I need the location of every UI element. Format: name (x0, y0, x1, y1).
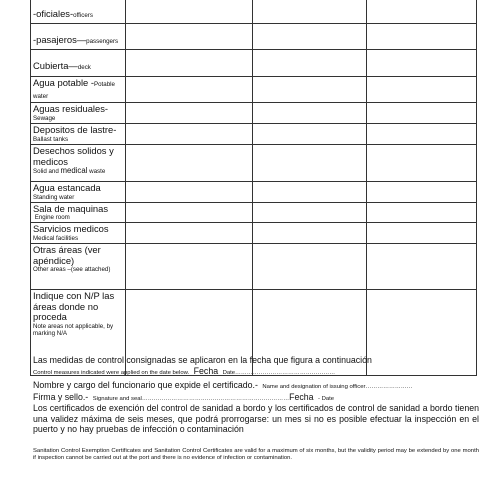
samples-cell[interactable] (253, 103, 367, 124)
area-label: Depositos de lastre- Ballast tanks (31, 124, 126, 145)
table-row (31, 24, 477, 50)
area-label: Cubierta—deck (31, 50, 126, 77)
validity-text-es: Los certificados de exención del control de sanidad a bordo y los certificados de control de sanidad a bordo tienen una validez máxima de seis meses, que podrá prorrogarse: un mes si no es posible efectuar la inspección en el puerto y no hay pruebas de infección o contaminación (33, 403, 479, 435)
table-row (31, 223, 477, 244)
evidence-cell[interactable] (126, 103, 253, 124)
measures-date-line: Control measures indicated were applied on the date below. Fecha Date…………………………………………… (33, 366, 336, 377)
measures-cell[interactable] (367, 202, 477, 223)
area-label: Sarvicios medicos Medical facilities (31, 223, 126, 244)
table-row (31, 202, 477, 223)
table-row (31, 50, 477, 77)
evidence-cell[interactable] (126, 124, 253, 145)
date-fill-line[interactable]: …………………………………………… (235, 370, 336, 377)
area-label: -pasajeros—passengers (31, 24, 126, 50)
table-row (31, 145, 477, 182)
measures-cell[interactable] (367, 182, 477, 203)
officer-fill-line[interactable]: …………………… (365, 383, 413, 390)
measures-cell[interactable] (367, 50, 477, 77)
table-row (31, 103, 477, 124)
issuing-officer-line: Nombre y cargo del funcionario que expide el certificado.- Name and designation of issuing officer…………………… (33, 379, 413, 390)
control-measures-notes (33, 355, 479, 463)
measures-cell[interactable] (367, 244, 477, 290)
measures-cell[interactable] (367, 124, 477, 145)
samples-cell[interactable] (253, 24, 367, 50)
signature-line: Firma y sello.- Signature and seal…………………………………………………………………Fecha - Date (33, 391, 335, 402)
table-row (31, 244, 477, 290)
table-row (31, 124, 477, 145)
evidence-cell[interactable] (126, 145, 253, 182)
area-label: Desechos solidos y medicos Solid and medical waste (31, 145, 126, 182)
samples-cell[interactable] (253, 182, 367, 203)
measures-cell[interactable] (367, 145, 477, 182)
area-label: -oficiales-officers (31, 0, 126, 24)
area-label: Agua estancada Standing water (31, 182, 126, 203)
table-row (31, 182, 477, 203)
evidence-cell[interactable] (126, 182, 253, 203)
evidence-cell[interactable] (126, 244, 253, 290)
measures-cell[interactable] (367, 24, 477, 50)
evidence-cell[interactable] (126, 77, 253, 103)
signature-fill-line[interactable]: ………………………………………………………………… (141, 395, 290, 402)
samples-cell[interactable] (253, 50, 367, 77)
measures-cell[interactable] (367, 0, 477, 24)
samples-cell[interactable] (253, 244, 367, 290)
measures-cell[interactable] (367, 103, 477, 124)
evidence-cell[interactable] (126, 223, 253, 244)
evidence-cell[interactable] (126, 202, 253, 223)
samples-cell[interactable] (253, 77, 367, 103)
area-label: Agua potable -Potable water (31, 77, 126, 103)
measures-cell[interactable] (367, 77, 477, 103)
samples-cell[interactable] (253, 223, 367, 244)
samples-cell[interactable] (253, 0, 367, 24)
area-label: Otras áreas (ver apéndice) Other areas –(see attached) (31, 244, 126, 290)
inspection-areas-table (30, 0, 477, 376)
table-row (31, 77, 477, 103)
validity-text-en: Sanitation Control Exemption Certificates and Sanitation Control Certificates are valid for a maximum of six months, but the validity period may be extended by one month if inspection cannot be carried out at the port and there is no evidence of infection or contamination. (33, 447, 479, 462)
evidence-cell[interactable] (126, 0, 253, 24)
samples-cell[interactable] (253, 202, 367, 223)
measures-applied-text: Las medidas de control consignadas se aplicaron en la fecha que figura a continuación (33, 355, 372, 365)
area-label: Aguas residuales- Sewage (31, 103, 126, 124)
evidence-cell[interactable] (126, 24, 253, 50)
table-row (31, 0, 477, 24)
evidence-cell[interactable] (126, 50, 253, 77)
samples-cell[interactable] (253, 145, 367, 182)
measures-cell[interactable] (367, 223, 477, 244)
area-label: Sala de maquinas Engine room (31, 202, 126, 223)
area-label: Indique con N/P las áreas donde no proceda Note areas not applicable, by marking N/A (31, 290, 126, 376)
samples-cell[interactable] (253, 124, 367, 145)
